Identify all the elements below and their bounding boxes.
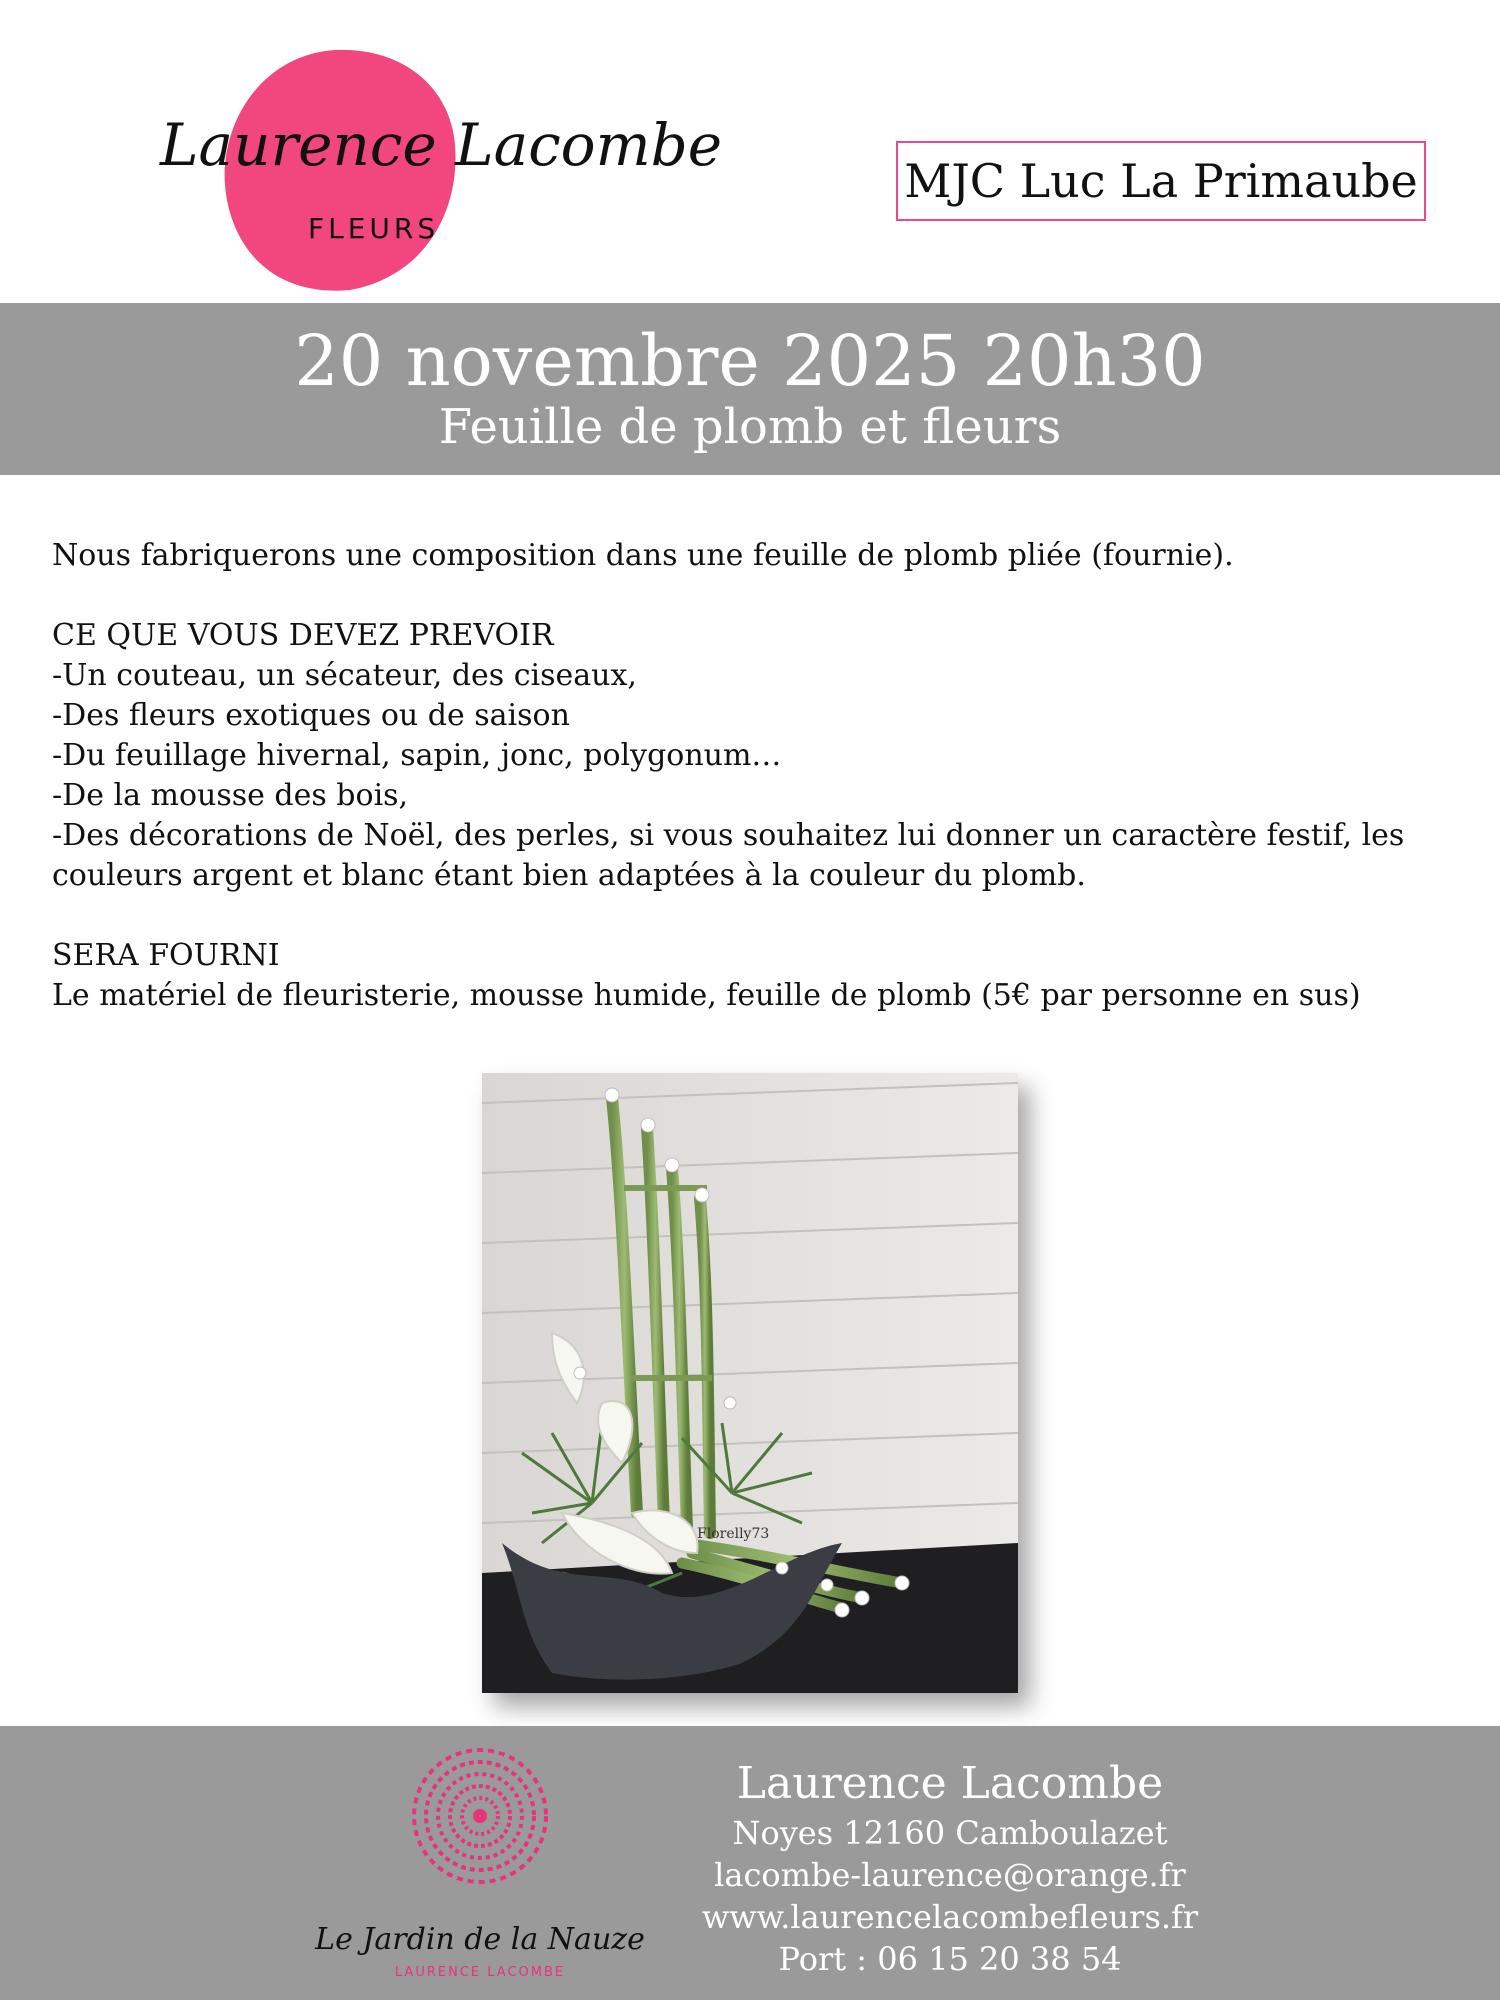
event-band bbox=[0, 303, 1500, 475]
fourni-text: Le matériel de fleuristerie, mousse humide, feuille de plomb (5€ par personne en sus) bbox=[52, 978, 1361, 1013]
event-subtitle: Feuille de plomb et fleurs bbox=[438, 399, 1062, 455]
prevoir-item: -Des fleurs exotiques ou de saison bbox=[52, 698, 570, 733]
contact-website[interactable]: www.laurencelacombefleurs.fr bbox=[701, 1898, 1199, 1936]
contact-name: Laurence Lacombe bbox=[736, 1758, 1164, 1809]
brand-logo bbox=[150, 45, 723, 295]
pink-brush-circle-icon bbox=[150, 45, 723, 295]
footer-logo-script: Le Jardin de la Nauze bbox=[315, 1922, 645, 1957]
arrangement-photo bbox=[482, 1073, 1018, 1693]
fourni-title: SERA FOURNI bbox=[52, 938, 280, 973]
prevoir-item: -Des décorations de Noël, des perles, si vous souhaitez lui donner un caractère festif, les couleurs argent et blanc étant bien adaptées à la couleur du plomb. bbox=[52, 818, 1405, 893]
contact-email[interactable]: lacombe-laurence@orange.fr bbox=[714, 1856, 1186, 1894]
venue-box bbox=[896, 141, 1426, 221]
pink-dahlia-flower-icon bbox=[315, 1744, 645, 1984]
spacer bbox=[52, 896, 1452, 936]
photo-watermark: Florelly73 bbox=[697, 1526, 770, 1542]
event-description bbox=[52, 536, 1452, 1016]
footer-logo-sub: LAURENCE LACOMBE bbox=[394, 1965, 566, 1980]
footer bbox=[0, 1726, 1500, 2000]
prevoir-item: -Un couteau, un sécateur, des ciseaux, bbox=[52, 658, 637, 693]
spacer bbox=[52, 576, 1452, 616]
venue-label: MJC Luc La Primaube bbox=[904, 154, 1418, 208]
floral-arrangement-illustration bbox=[482, 1073, 1018, 1693]
logo-script-text: Laurence Lacombe bbox=[160, 111, 723, 179]
contact-block bbox=[660, 1756, 1240, 1980]
prevoir-title: CE QUE VOUS DEVEZ PREVOIR bbox=[52, 618, 554, 653]
event-date: 20 novembre 2025 20h30 bbox=[294, 320, 1206, 402]
footer-logo bbox=[315, 1744, 645, 1984]
prevoir-item: -De la mousse des bois, bbox=[52, 778, 409, 813]
intro-text: Nous fabriquerons une composition dans une feuille de plomb pliée (fournie). bbox=[52, 538, 1234, 573]
contact-phone: Port : 06 15 20 38 54 bbox=[778, 1940, 1122, 1978]
logo-sub-text: FLEURS bbox=[308, 212, 440, 245]
contact-address: Noyes 12160 Camboulazet bbox=[732, 1814, 1168, 1852]
prevoir-item: -Du feuillage hivernal, sapin, jonc, polygonum… bbox=[52, 738, 782, 773]
